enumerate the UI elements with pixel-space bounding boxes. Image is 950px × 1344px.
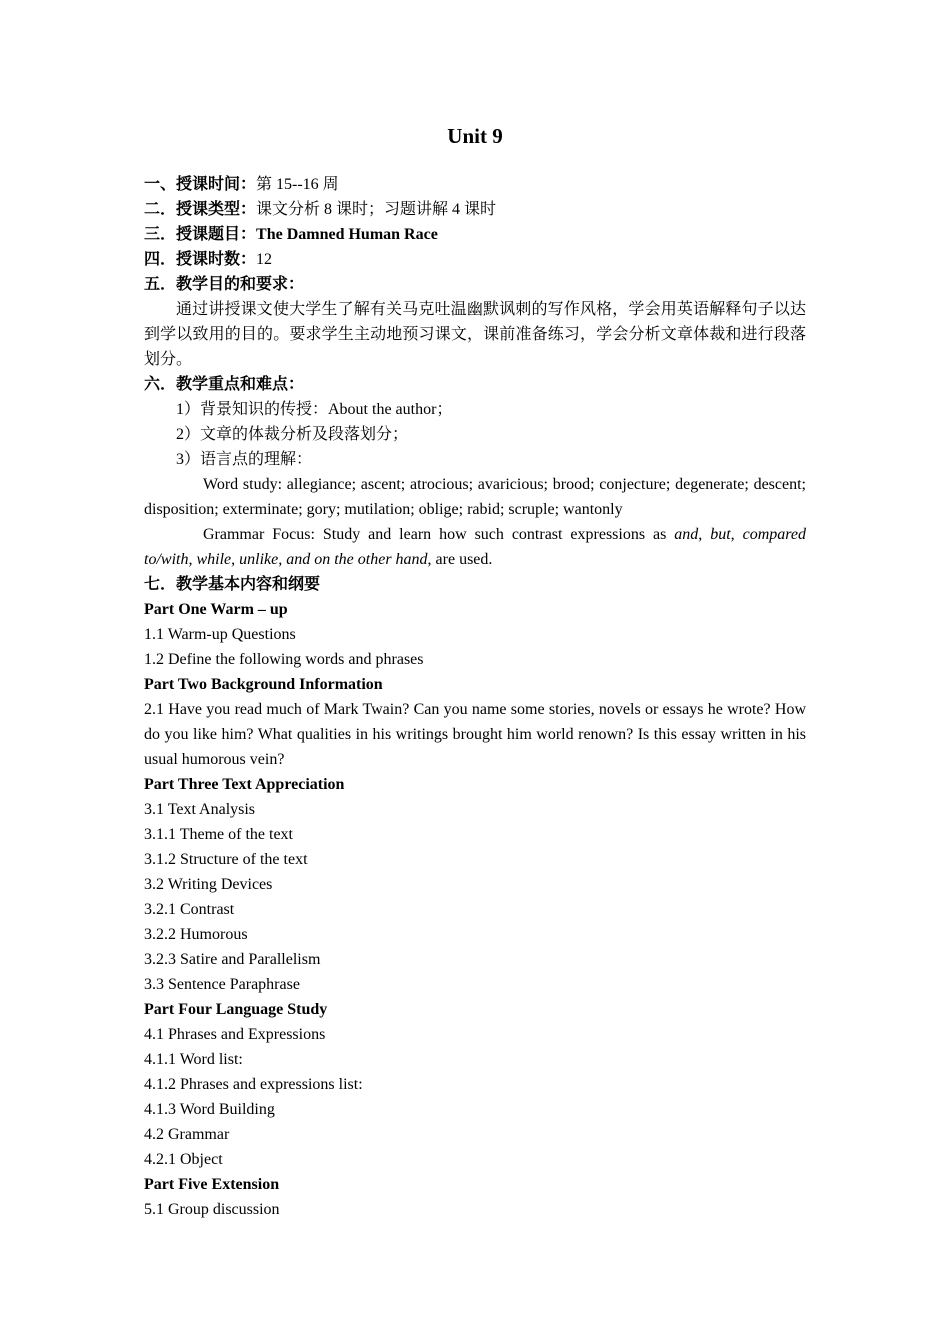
part-three-title: Part Three Text Appreciation [144,776,345,793]
grammar-focus [144,522,806,572]
grammar-italic: unlike, and on the other hand [239,551,428,568]
outline-item: 3.1.2 Structure of the text [144,851,308,868]
outline-item: 1.1 Warm-up Questions [144,626,296,643]
outline-item: 3.2 Writing Devices [144,876,273,893]
outline-item: 3.2.1 Contrast [144,901,235,918]
info-label: 一、授课时间： [144,176,257,193]
info-time [144,172,806,197]
outline-item: 3.1 Text Analysis [144,801,256,818]
part-five-title: Part Five Extension [144,1176,280,1193]
part-four-title: Part Four Language Study [144,1001,328,1018]
part-one-title: Part One Warm – up [144,601,288,618]
info-topic [144,222,806,247]
goals-heading: 五．教学目的和要求： [144,276,305,293]
outline-item: 3.3 Sentence Paraphrase [144,976,300,993]
grammar-text: , are used. [427,551,493,568]
info-value: 12 [256,251,273,268]
outline-item: 3.2.2 Humorous [144,926,248,943]
outline-item: 4.2.1 Object [144,1151,223,1168]
keypoint-item: 1）背景知识的传授：About the author； [176,401,453,418]
page-title: Unit 9 [447,124,503,148]
keypoint-item: 3）语言点的理解： [176,451,313,468]
outline-item: 4.1.1 Word list: [144,1051,243,1068]
info-value: 课文分析 8 课时；习题讲解 4 课时 [256,201,497,218]
document-body [144,118,806,1222]
outline-item: 4.1 Phrases and Expressions [144,1026,326,1043]
grammar-text: Grammar Focus: Study and learn how such contrast expressions as [203,526,675,543]
info-label: 三．授课题目： [144,226,257,243]
info-type [144,197,806,222]
outline-item: 4.2 Grammar [144,1126,230,1143]
keypoints-heading: 六．教学重点和难点： [144,376,305,393]
outline-item: 5.1 Group discussion [144,1201,280,1218]
outline-item: 4.1.3 Word Building [144,1101,275,1118]
outline-heading: 七．教学基本内容和纲要 [144,576,321,593]
word-study: Word study: allegiance; ascent; atrocious; avaricious; brood; conjecture; degenerate; descent; disposition; exterminate; gory; mutilation; oblige; rabid; scruple; wantonly [144,476,806,518]
info-hours [144,247,806,272]
info-value: 第 15--16 周 [256,176,339,193]
outline-item: 4.1.2 Phrases and expressions list: [144,1076,363,1093]
outline-item: 3.1.1 Theme of the text [144,826,293,843]
goals-text: 通过讲授课文使大学生了解有关马克吐温幽默讽刺的写作风格，学会用英语解释句子以达到学以致用的目的。要求学生主动地预习课文，课前准备练习，学会分析文章体裁和进行段落划分。 [144,301,806,368]
info-label: 四．授课时数： [144,251,257,268]
keypoint-item: 2）文章的体裁分析及段落划分； [176,426,409,443]
info-value: The Damned Human Race [256,226,438,243]
info-label: 二．授课类型： [144,201,257,218]
part-two-title: Part Two Background Information [144,676,383,693]
outline-item: 3.2.3 Satire and Parallelism [144,951,321,968]
grammar-text: , [231,551,240,568]
outline-item: 1.2 Define the following words and phrases [144,651,424,668]
part-two-text: 2.1 Have you read much of Mark Twain? Can you name some stories, novels or essays he wrote? How do you like him? What qualities in his writings brought him world renown? Is this essay written in his usual humorous vein? [144,701,806,768]
grammar-italic: and, but, compared to/with, while [144,526,806,568]
